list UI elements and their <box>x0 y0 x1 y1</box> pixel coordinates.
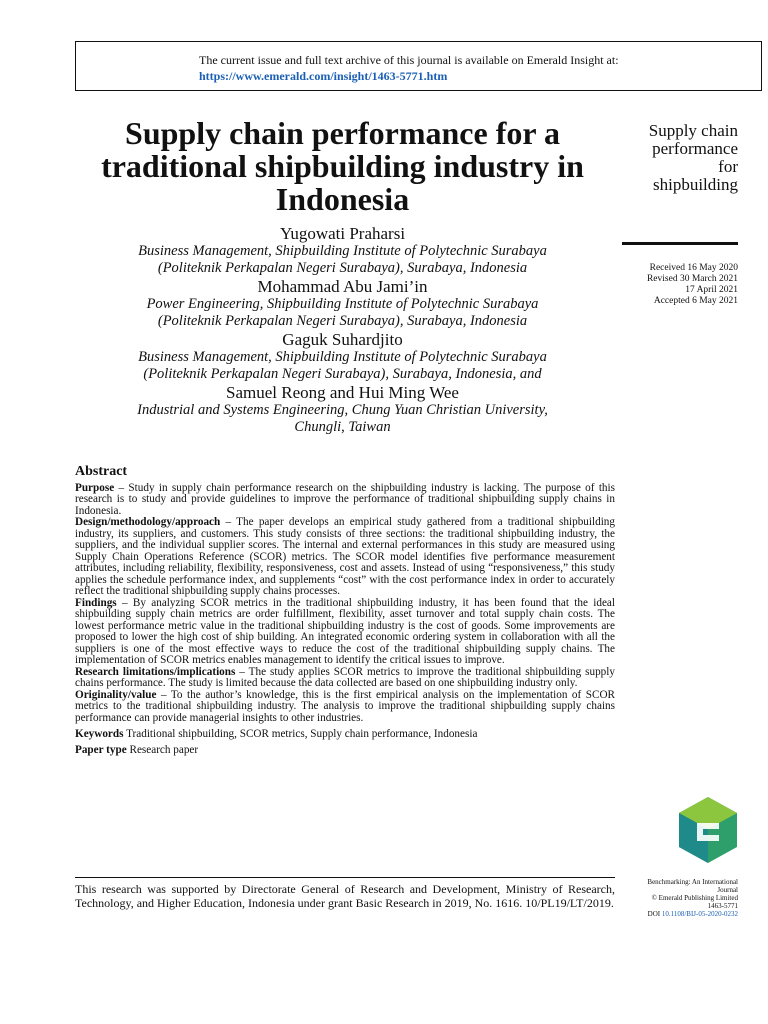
author-affiliation: (Politeknik Perkapalan Negeri Surabaya), Surabaya, Indonesia <box>157 260 528 276</box>
journal-notice-box <box>75 41 762 91</box>
keywords <box>75 729 615 741</box>
author-affiliation: Business Management, Shipbuilding Institute of Polytechnic Surabaya <box>138 349 547 365</box>
section-text: – The paper develops an empirical study gathered from a traditional shipbuilding industry, its suppliers, and customers. This study consists of three sections: the traditional shipbuilding industry, the suppliers, and the individual supplier scores. The internal and external performances in this study are measured using Supply Chain Operations Reference (SCOR) metrics. The SCOR model identifies five performance measurement attributes, including reliability, flexibility, responsiveness, cost and assets. Instead of using “responsiveness,” this study applies the schedule performance index, and supplements “cost” with the cost performance index in order to accurately reflect the traditional shipbuilding supply chains processes. <box>75 516 615 597</box>
author-name: Gaguk Suhardjito <box>282 330 403 349</box>
abstract-heading: Abstract <box>75 464 128 479</box>
date-revised: Revised 30 March 2021 <box>646 274 738 284</box>
paper-type-text: Research paper <box>129 743 199 756</box>
section-text: – To the author’s knowledge, this is the first empirical analysis on the implementation of SCOR metrics to the traditional shipbuilding industry. The analysis to improve the traditional shipbuilding supply chains performance can provide managerial insights to other industries. <box>75 688 615 724</box>
section-label: Originality/value <box>75 688 157 701</box>
side-divider <box>622 242 738 245</box>
date-accepted: Accepted 6 May 2021 <box>653 296 738 306</box>
section-text: – The study applies SCOR metrics to improve the traditional shipbuilding supply chains performance. The study is limited because the data collected are based on one shipbuilding industry only. <box>75 665 615 689</box>
author-affiliation: Industrial and Systems Engineering, Chung Yuan Christian University, <box>137 402 548 418</box>
abstract-section <box>75 466 615 756</box>
journal-info <box>610 878 738 918</box>
author-affiliation: (Politeknik Perkapalan Negeri Surabaya), Surabaya, Indonesia, and <box>143 366 542 382</box>
author-affiliation: (Politeknik Perkapalan Negeri Surabaya), Surabaya, Indonesia <box>157 313 528 329</box>
notice-url-link[interactable]: https://www.emerald.com/insight/1463-5771.htm <box>199 69 448 83</box>
section-text: – Study in supply chain performance research on the shipbuilding industry is lacking. The purpose of this research is to study and provide guidelines to improve the performance of traditional shipbuilding supply chains in Indonesia. <box>75 481 615 517</box>
section-label: Design/methodology/approach <box>75 516 221 528</box>
journal-name-cont: Journal <box>717 886 738 894</box>
abstract-design <box>75 517 615 598</box>
abstract-limitations <box>75 667 615 690</box>
doi <box>610 910 738 918</box>
paper-title: Supply chain performance for a traditional shipbuilding industry in Indonesia <box>101 115 584 217</box>
doi-link[interactable]: 10.1108/BIJ-05-2020-0232 <box>661 910 738 918</box>
publisher: © Emerald Publishing Limited <box>651 894 738 902</box>
history-dates <box>610 263 738 307</box>
section-label: Purpose <box>75 481 115 494</box>
journal-name: Benchmarking: An International <box>647 878 738 886</box>
funding-footnote: This research was supported by Directorate General of Research and Development, Ministry of Research, Technology, and Higher Education, Indonesia under grant Basic Research in 2019, No. 1616. 10/PL19/LT/2019. <box>75 877 615 910</box>
abstract-findings <box>75 598 615 667</box>
running-title-line: for <box>718 157 738 176</box>
author-block <box>75 224 610 436</box>
running-title-line: shipbuilding <box>652 175 738 194</box>
emerald-logo-icon <box>677 795 739 865</box>
author-affiliation: Power Engineering, Shipbuilding Institute of Polytechnic Surabaya <box>146 296 539 312</box>
running-title-line: performance <box>652 139 738 158</box>
author-affiliation: Chungli, Taiwan <box>294 419 391 435</box>
author-name: Mohammad Abu Jami’in <box>257 277 428 296</box>
section-label: Research limitations/implications <box>75 665 236 678</box>
date-received: Received 16 May 2020 <box>649 263 738 273</box>
running-title-line: Supply chain <box>648 121 738 140</box>
abstract-purpose <box>75 483 615 518</box>
section-label: Findings <box>75 596 117 609</box>
issn: 1463-5771 <box>707 902 738 910</box>
doi-label: DOI <box>647 910 661 918</box>
notice-text: The current issue and full text archive of this journal is available on Emerald Insight at: <box>199 53 619 67</box>
section-text: – By analyzing SCOR metrics in the traditional shipbuilding industry, it has been found that the ideal shipbuilding supply chain metrics are order fulfillment, flexibility, asset turnover and total supply chain costs. The lowest performance metric value in the traditional shipbuilding industry is the cost of goods. Some improvements are proposed to lower the high cost of ship building. An integrated economic ordering system in collaboration with all the suppliers is one of the most effective ways to reduce the cost of the traditional shipbuilding supply chains. The implementation of SCOR metrics enables management to identify the critical issues to improve. <box>75 596 615 666</box>
paper-type <box>75 745 615 757</box>
abstract-originality <box>75 690 615 725</box>
author-affiliation: Business Management, Shipbuilding Institute of Polytechnic Surabaya <box>138 243 547 259</box>
keywords-label: Keywords <box>75 728 124 740</box>
author-name: Samuel Reong and Hui Ming Wee <box>226 383 459 402</box>
date-revised-2: 17 April 2021 <box>685 285 738 295</box>
paper-type-label: Paper type <box>75 743 127 756</box>
keywords-text: Traditional shipbuilding, SCOR metrics, Supply chain performance, Indonesia <box>126 728 478 740</box>
author-name: Yugowati Praharsi <box>279 224 406 243</box>
running-title <box>610 122 738 194</box>
